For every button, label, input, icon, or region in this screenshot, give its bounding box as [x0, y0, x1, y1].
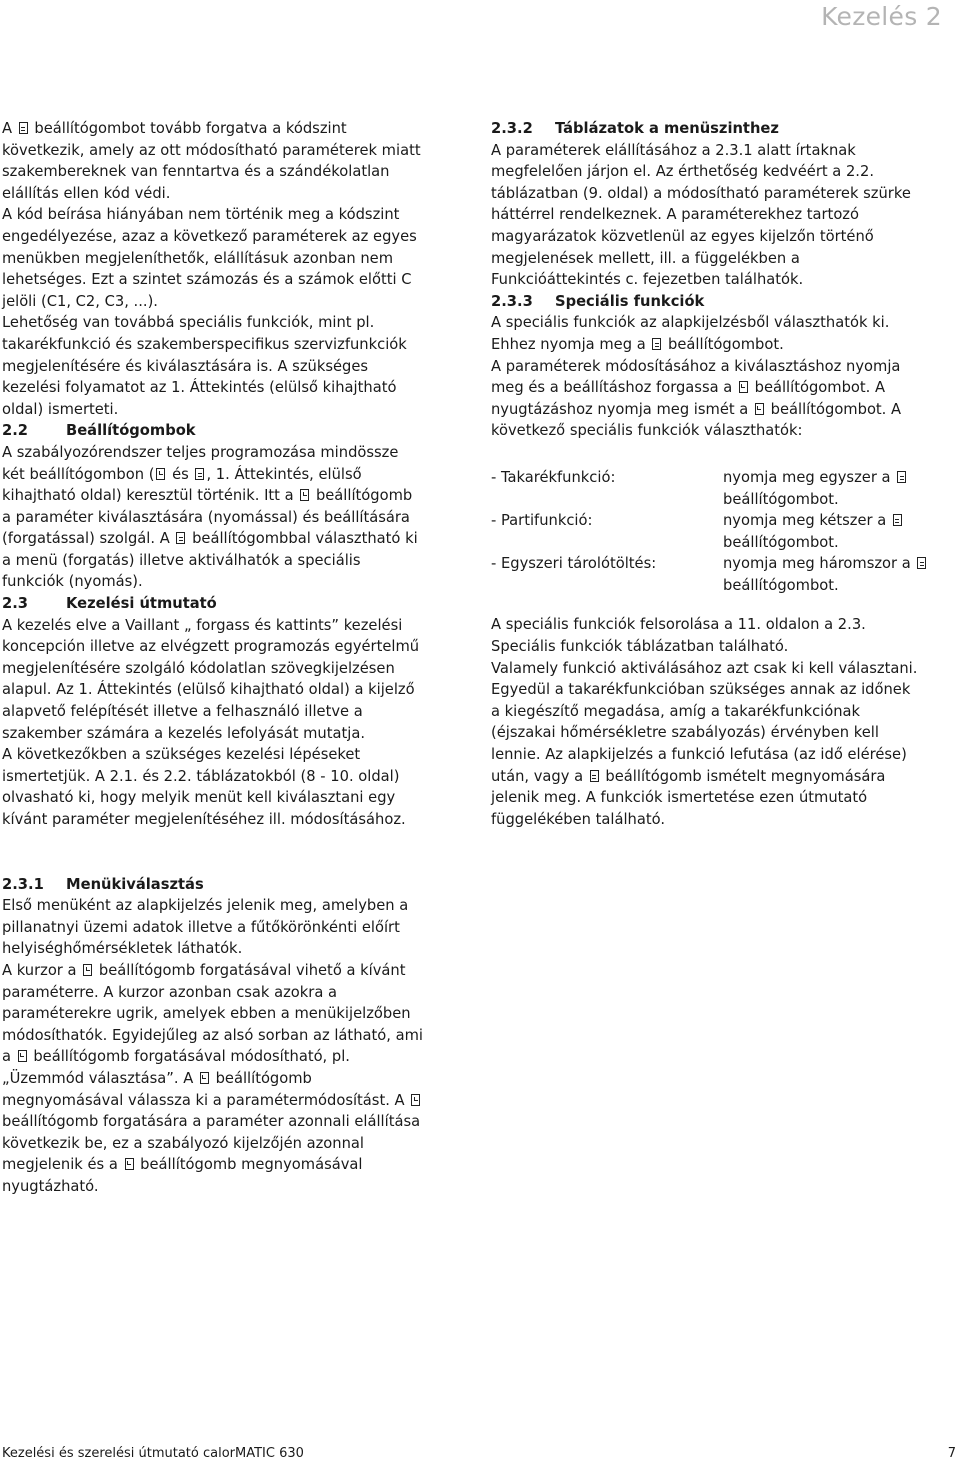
- function-desc: nyomja meg kétszer a beállítógombot.: [723, 510, 955, 553]
- section-2-3-2-text: A paraméterek elállításához a 2.3.1 alatt írtaknak megfelelően járjon el. Az érthetőség kedvéért a 2.2. táblázatban (9. oldal) a módosítható paraméterek szürke háttérrel rendelkeznek. A paraméterekhez tartozó magyarázatok közvetlenül az egyes kijelzőn történő megjelenések mellett, ill. a függelékben a Funkcióáttekintés c. fejezetben találhatók.: [491, 141, 911, 289]
- section-2-3-3-heading: 2.3.3 Speciális funkciók: [491, 292, 705, 310]
- section-2-3-text: A kezelés elve a Vaillant „ forgass és kattints” kezelési koncepción illetve az elvégzett programozás egyértelmű megjelenítésére szolgáló kódolatlan szövegkijelzésen alapul. Az 1. Áttekintés (elülső kihajtható oldal) a kijelző alapvető felépítését illetve a felhasználó illetve a szakember számára a kezelés lefolyását mutatja.: [2, 616, 420, 742]
- section-2-3-1-text: Első menüként az alapkijelzés jelenik meg, amelyben a pillanatnyi üzemi adatok illetve a fűtőkörönkénti előírt helyiséghőmérsékletek láthatók. A kurzor a beállítógomb forgatásával vihető a kívánt paraméterre. A kurzor azonban csak azokra a paraméterekre ugrik, amelyek ebben a menükijelzőben módosíthatók. Egyidejűleg az alsó sorban az látható, ami a beállítógomb forgatásával módosítható, pl. „Üzemmód választása”. A beállítógomb megnyomásával válassza ki a paramétermódosítást. A beállítógomb forgatására a paraméter azonnali elállítása következik be, ez a szabályozó kijelzőjén azonnal megjelenik és a beállítógomb megnyomásával nyugtázható.: [2, 897, 423, 1195]
- section-2-3-3-text: A speciális funkciók az alapkijelzésből választhatók ki. Ehhez nyomja meg a beállítógombot. A paraméterek módosításához a kiválasztáshoz nyomja meg és a beállításhoz forgassa a beállítógombot. A nyugtázáshoz nyomja meg ismét a beállítógombot. A következő speciális funkciók választhatók:: [491, 314, 902, 440]
- page-number: 7: [947, 1446, 956, 1461]
- press-knob-icon: [19, 122, 28, 134]
- press-knob-icon: [590, 770, 599, 782]
- function-item: [491, 553, 958, 596]
- footer-doc-title: Kezelési és szerelési útmutató calorMATIC 630: [2, 1446, 304, 1461]
- rotate-knob-icon: [83, 964, 92, 976]
- right-column: [491, 118, 958, 830]
- press-knob-icon: [893, 514, 902, 526]
- rotate-knob-icon: [300, 489, 309, 501]
- function-list-note: A speciális funkciók felsorolása a 11. oldalon a 2.3. Speciális funkciók táblázatban található.: [491, 616, 866, 656]
- section-2-3-1-heading: 2.3.1 Menükiválasztás: [2, 875, 204, 893]
- function-activation-text: Valamely funkció aktiválásához azt csak ki kell választani. Egyedül a takarékfunkcióban szükséges annak az időnek a kiegészítő megadása, amíg a takarékfunkciónak (éjszakai hőmérsékletre szabályozás) érvényben kell lennie. Az alapkijelzés a funkció lefutása (az idő elérése) után, vagy a beállítógomb ismételt megnyomására jelenik meg. A funkciók ismertetése ezen útmutató függelékében található.: [491, 659, 918, 828]
- rotate-knob-icon: [18, 1050, 27, 1062]
- section-2-3-2-heading: 2.3.2 Táblázatok a menüszinthez: [491, 120, 779, 137]
- press-knob-icon: [917, 557, 926, 569]
- function-desc: nyomja meg egyszer a beállítógombot.: [723, 467, 955, 510]
- function-name: - Partifunkció:: [491, 512, 593, 530]
- press-knob-icon: [195, 468, 204, 480]
- intro-paragraph: A beállítógombot tovább forgatva a kódszint következik, amely az ott módosítható paraméterek miatt szakembereknek van fenntartva és a szándékolatlan elállítás ellen kód védi. A kód beírása hiányában nem történik meg a kódszint engedélyezése, azaz a következő paraméterek az egyes menükben megjeleníthetők, elállításuk azonban nem lehetséges. Ezt a szintet számozás és a számok előtti C jelöli (C1, C2, C3, ...). Lehetőség van továbbá speciális funkciók, mint pl. takarékfunkció és szakemberspecifikus szervizfunkciók megjelenítésére és kiválasztására is. A szükséges kezelési folyamatot az 1. Áttekintés (elülső kihajtható oldal) ismerteti.: [2, 120, 421, 418]
- function-desc: nyomja meg háromszor a beállítógombot.: [723, 553, 955, 596]
- rotate-knob-icon: [125, 1158, 134, 1170]
- section-2-3-text-2: A következőkben a szükséges kezelési lépéseket ismertetjük. A 2.1. és 2.2. táblázatokból (8 - 10. oldal) olvasható ki, hogy melyik menüt kell kiválasztani egy kívánt paraméter megjelenítéséhez ill. módosításához.: [2, 746, 406, 828]
- press-knob-icon: [176, 532, 185, 544]
- rotate-knob-icon: [200, 1072, 209, 1084]
- rotate-knob-icon: [755, 403, 764, 415]
- rotate-knob-icon: [739, 381, 748, 393]
- function-item: [491, 510, 958, 553]
- function-item: [491, 467, 958, 510]
- section-2-3-heading: 2.3 Kezelési útmutató: [2, 595, 217, 613]
- press-knob-icon: [652, 338, 661, 350]
- function-name: - Egyszeri tárolótöltés:: [491, 555, 657, 573]
- press-knob-icon: [897, 471, 906, 483]
- page-header-title: Kezelés 2: [821, 2, 942, 31]
- rotate-knob-icon: [156, 468, 165, 480]
- section-2-2-heading: 2.2 Beállítógombok: [2, 422, 196, 440]
- function-list: [491, 467, 958, 597]
- function-name: - Takarékfunkció:: [491, 468, 616, 486]
- section-2-2-text: A szabályozórendszer teljes programozása mindössze két beállítógombon ( és , 1. Áttekintés, elülső kihajtható oldal) keresztül történik. Itt a beállítógomb a paraméter kiválasztására (nyomással) és beállítására (forgatással) szolgál. A beállítógombbal választható ki a menü (forgatás) illetve aktiválhatók a speciális funkciók (nyomás).: [2, 443, 418, 591]
- left-column: [2, 118, 472, 1198]
- rotate-knob-icon: [411, 1094, 420, 1106]
